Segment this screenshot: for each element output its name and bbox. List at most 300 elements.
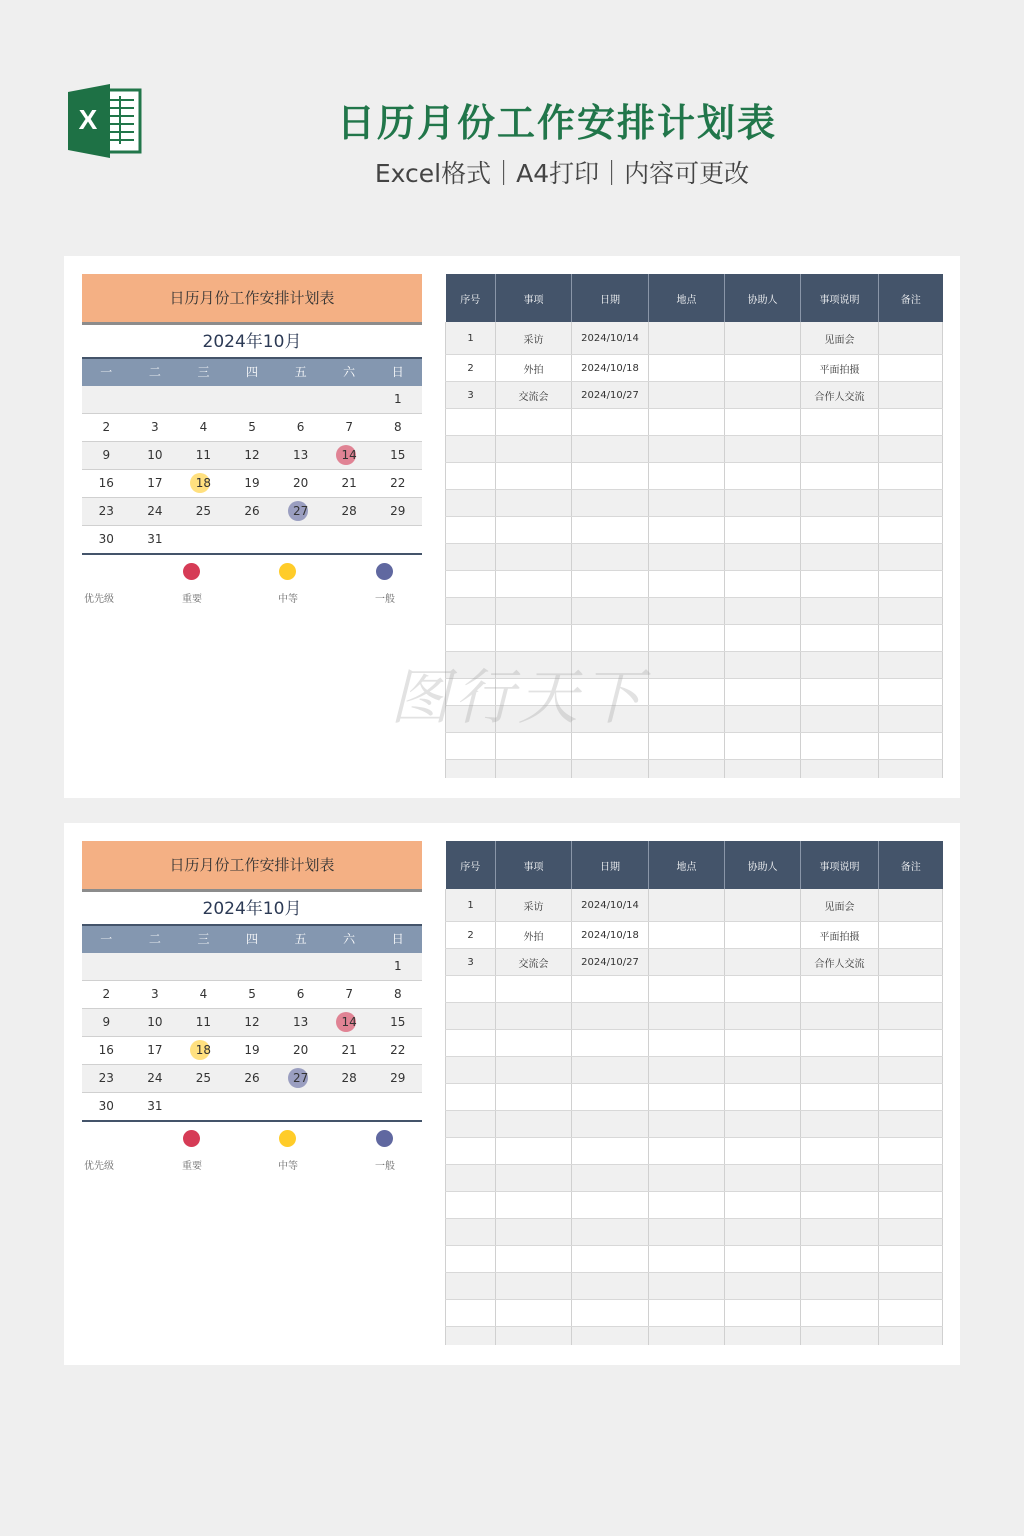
table-cell[interactable]: 2024/10/27	[572, 382, 649, 409]
table-cell[interactable]	[572, 1273, 649, 1300]
table-cell[interactable]	[801, 490, 879, 517]
table-cell[interactable]	[446, 760, 496, 779]
table-cell[interactable]	[879, 322, 943, 355]
table-cell[interactable]	[496, 733, 572, 760]
table-cell[interactable]	[649, 1057, 725, 1084]
calendar-day-cell[interactable]	[373, 498, 422, 525]
table-cell[interactable]	[801, 1030, 879, 1057]
table-cell[interactable]	[649, 409, 725, 436]
table-cell[interactable]	[446, 1273, 496, 1300]
table-cell[interactable]	[879, 1003, 943, 1030]
table-cell[interactable]	[801, 409, 879, 436]
calendar-day-cell[interactable]	[325, 414, 374, 441]
table-cell[interactable]	[879, 517, 943, 544]
calendar-day-cell[interactable]	[131, 442, 180, 469]
table-cell[interactable]	[446, 544, 496, 571]
table-cell[interactable]	[572, 598, 649, 625]
table-cell[interactable]	[446, 1165, 496, 1192]
table-cell[interactable]: 外拍	[496, 355, 572, 382]
table-cell[interactable]	[879, 1327, 943, 1346]
table-cell[interactable]	[879, 1219, 943, 1246]
table-cell[interactable]	[496, 1138, 572, 1165]
table-cell[interactable]	[879, 625, 943, 652]
table-cell[interactable]	[649, 1165, 725, 1192]
table-cell[interactable]	[801, 1273, 879, 1300]
table-cell[interactable]	[572, 517, 649, 544]
table-cell[interactable]	[496, 625, 572, 652]
table-cell[interactable]: 合作人交流	[801, 382, 879, 409]
table-cell[interactable]	[572, 976, 649, 1003]
calendar-day-cell[interactable]	[82, 470, 131, 497]
table-cell[interactable]	[649, 355, 725, 382]
calendar-day-cell[interactable]	[131, 526, 180, 553]
table-cell[interactable]	[879, 1111, 943, 1138]
table-cell[interactable]	[446, 598, 496, 625]
table-cell[interactable]: 外拍	[496, 922, 572, 949]
table-cell[interactable]: 2024/10/18	[572, 355, 649, 382]
table-cell[interactable]	[879, 652, 943, 679]
table-cell[interactable]	[649, 1003, 725, 1030]
table-cell[interactable]: 3	[446, 382, 496, 409]
table-cell[interactable]	[649, 976, 725, 1003]
table-cell[interactable]	[572, 1246, 649, 1273]
column-header-6: 事项说明	[801, 841, 879, 889]
table-cell[interactable]	[446, 976, 496, 1003]
table-cell[interactable]: 2024/10/14	[572, 889, 649, 922]
table-cell[interactable]	[879, 463, 943, 490]
calendar-day-cell[interactable]	[82, 414, 131, 441]
table-cell[interactable]	[572, 571, 649, 598]
table-cell[interactable]	[446, 490, 496, 517]
calendar-day-cell[interactable]	[228, 981, 277, 1008]
table-row	[446, 922, 943, 949]
table-cell[interactable]: 2	[446, 922, 496, 949]
calendar-day-cell[interactable]	[131, 498, 180, 525]
table-cell[interactable]	[725, 436, 801, 463]
table-cell[interactable]	[649, 1084, 725, 1111]
weekday-header	[82, 359, 422, 386]
calendar-day-cell[interactable]	[131, 1093, 180, 1120]
table-cell[interactable]	[725, 1327, 801, 1346]
table-cell[interactable]	[649, 1273, 725, 1300]
table-cell[interactable]	[496, 463, 572, 490]
table-cell[interactable]	[496, 1030, 572, 1057]
calendar-day-cell[interactable]	[179, 470, 228, 497]
table-cell[interactable]	[725, 679, 801, 706]
table-cell[interactable]	[496, 1246, 572, 1273]
day-number: 19	[244, 1043, 260, 1057]
table-cell[interactable]	[801, 436, 879, 463]
table-cell[interactable]	[879, 733, 943, 760]
table-cell[interactable]	[725, 1300, 801, 1327]
calendar-day-cell[interactable]	[179, 1037, 228, 1064]
table-cell[interactable]	[801, 976, 879, 1003]
table-cell[interactable]	[572, 1165, 649, 1192]
table-cell[interactable]	[879, 679, 943, 706]
table-cell[interactable]	[879, 1084, 943, 1111]
table-cell[interactable]	[496, 517, 572, 544]
table-cell[interactable]	[446, 1030, 496, 1057]
table-cell[interactable]	[725, 490, 801, 517]
table-cell[interactable]	[801, 679, 879, 706]
table-cell[interactable]	[496, 571, 572, 598]
table-cell[interactable]: 见面会	[801, 889, 879, 922]
table-cell[interactable]	[801, 652, 879, 679]
table-cell[interactable]	[496, 1165, 572, 1192]
table-cell[interactable]	[879, 1138, 943, 1165]
table-cell[interactable]	[649, 1138, 725, 1165]
table-cell[interactable]	[446, 1246, 496, 1273]
table-cell[interactable]	[879, 922, 943, 949]
calendar-day-cell[interactable]	[325, 442, 374, 469]
calendar-day-cell[interactable]	[373, 981, 422, 1008]
calendar-day-cell[interactable]	[179, 981, 228, 1008]
calendar-day-cell[interactable]	[179, 414, 228, 441]
calendar-day-cell[interactable]	[276, 414, 325, 441]
table-cell[interactable]: 交流会	[496, 382, 572, 409]
table-cell[interactable]	[446, 1084, 496, 1111]
calendar-day-cell[interactable]	[131, 981, 180, 1008]
table-cell[interactable]	[725, 517, 801, 544]
calendar-day-cell[interactable]	[228, 1037, 277, 1064]
table-cell[interactable]	[801, 598, 879, 625]
table-cell[interactable]	[801, 706, 879, 733]
table-cell[interactable]	[496, 409, 572, 436]
table-cell[interactable]	[879, 1273, 943, 1300]
table-cell[interactable]	[879, 409, 943, 436]
calendar-day-cell[interactable]	[276, 1009, 325, 1036]
calendar-day-cell[interactable]	[228, 1009, 277, 1036]
table-cell[interactable]	[446, 1300, 496, 1327]
table-cell[interactable]	[496, 1084, 572, 1111]
table-cell[interactable]	[801, 571, 879, 598]
calendar-day-cell[interactable]	[82, 1009, 131, 1036]
calendar-day-cell[interactable]	[228, 470, 277, 497]
table-cell[interactable]	[446, 517, 496, 544]
table-cell[interactable]	[572, 733, 649, 760]
table-cell[interactable]	[496, 1327, 572, 1346]
table-cell[interactable]: 3	[446, 949, 496, 976]
table-cell[interactable]	[725, 409, 801, 436]
table-cell[interactable]	[649, 571, 725, 598]
table-cell[interactable]	[446, 1111, 496, 1138]
table-cell[interactable]	[649, 382, 725, 409]
table-cell[interactable]	[879, 1192, 943, 1219]
day-number: 21	[341, 476, 357, 490]
table-cell[interactable]	[879, 571, 943, 598]
table-cell[interactable]	[801, 1003, 879, 1030]
table-cell[interactable]	[496, 760, 572, 779]
table-cell[interactable]	[446, 1003, 496, 1030]
table-cell[interactable]: 2024/10/18	[572, 922, 649, 949]
table-cell[interactable]	[446, 436, 496, 463]
table-cell[interactable]	[879, 976, 943, 1003]
calendar-day-cell[interactable]	[373, 1009, 422, 1036]
table-cell[interactable]	[649, 1030, 725, 1057]
table-cell[interactable]	[725, 598, 801, 625]
table-cell[interactable]	[725, 1030, 801, 1057]
calendar-day-cell[interactable]	[373, 1065, 422, 1092]
table-cell[interactable]	[649, 322, 725, 355]
table-cell[interactable]: 采访	[496, 889, 572, 922]
table-cell[interactable]	[879, 382, 943, 409]
table-cell[interactable]: 2	[446, 355, 496, 382]
table-cell[interactable]	[446, 625, 496, 652]
calendar-day-cell[interactable]	[325, 1065, 374, 1092]
table-cell[interactable]	[725, 733, 801, 760]
table-cell[interactable]	[725, 1138, 801, 1165]
table-cell[interactable]	[572, 1138, 649, 1165]
table-cell[interactable]	[446, 1192, 496, 1219]
table-cell[interactable]	[446, 1327, 496, 1346]
table-cell[interactable]	[801, 625, 879, 652]
calendar-day-cell[interactable]	[373, 470, 422, 497]
table-cell[interactable]	[801, 733, 879, 760]
table-cell[interactable]	[801, 517, 879, 544]
calendar-day-cell[interactable]	[276, 498, 325, 525]
table-cell[interactable]	[725, 544, 801, 571]
calendar-day-cell[interactable]	[179, 498, 228, 525]
table-cell[interactable]	[879, 436, 943, 463]
table-cell[interactable]: 2024/10/14	[572, 322, 649, 355]
day-number: 27	[292, 504, 309, 518]
table-cell[interactable]	[801, 463, 879, 490]
table-cell[interactable]	[446, 571, 496, 598]
table-cell[interactable]	[879, 1030, 943, 1057]
table-cell[interactable]	[725, 652, 801, 679]
table-cell[interactable]	[649, 598, 725, 625]
table-cell[interactable]	[572, 760, 649, 779]
table-cell[interactable]	[801, 1138, 879, 1165]
table-cell[interactable]	[572, 1300, 649, 1327]
table-cell[interactable]: 2024/10/27	[572, 949, 649, 976]
calendar-day-cell[interactable]	[131, 1037, 180, 1064]
table-cell[interactable]	[649, 949, 725, 976]
calendar-day-cell[interactable]	[276, 442, 325, 469]
table-cell[interactable]	[649, 517, 725, 544]
table-cell[interactable]: 1	[446, 889, 496, 922]
table-cell[interactable]	[725, 889, 801, 922]
table-cell[interactable]	[725, 1057, 801, 1084]
table-cell[interactable]	[801, 544, 879, 571]
table-cell[interactable]	[725, 1273, 801, 1300]
table-cell[interactable]	[446, 463, 496, 490]
calendar-day-cell[interactable]	[325, 498, 374, 525]
calendar-day-cell[interactable]	[228, 498, 277, 525]
table-cell[interactable]	[572, 1327, 649, 1346]
table-cell[interactable]	[879, 1300, 943, 1327]
calendar-day-cell[interactable]	[325, 1009, 374, 1036]
table-cell[interactable]	[446, 1057, 496, 1084]
table-cell[interactable]	[649, 1111, 725, 1138]
calendar-day-cell[interactable]	[373, 386, 422, 413]
table-cell[interactable]	[879, 355, 943, 382]
table-cell[interactable]	[725, 706, 801, 733]
table-cell[interactable]	[725, 976, 801, 1003]
calendar-day-cell[interactable]	[325, 470, 374, 497]
calendar-day-cell[interactable]	[82, 1065, 131, 1092]
calendar-day-cell[interactable]	[373, 953, 422, 980]
table-cell[interactable]	[649, 1327, 725, 1346]
table-cell[interactable]	[879, 760, 943, 779]
table-cell[interactable]	[649, 652, 725, 679]
table-cell[interactable]	[649, 760, 725, 779]
table-cell[interactable]	[725, 322, 801, 355]
table-cell[interactable]	[572, 1084, 649, 1111]
table-cell[interactable]	[725, 949, 801, 976]
calendar-day-cell[interactable]	[228, 1065, 277, 1092]
table-cell[interactable]	[649, 436, 725, 463]
calendar-day-cell[interactable]	[82, 442, 131, 469]
table-cell[interactable]	[879, 1165, 943, 1192]
table-cell[interactable]	[649, 1219, 725, 1246]
table-cell[interactable]	[649, 1192, 725, 1219]
calendar-day-cell[interactable]	[179, 1009, 228, 1036]
table-cell[interactable]	[496, 1219, 572, 1246]
table-cell[interactable]	[572, 1057, 649, 1084]
table-cell[interactable]: 采访	[496, 322, 572, 355]
calendar-day-cell[interactable]	[82, 1037, 131, 1064]
table-cell[interactable]	[496, 1192, 572, 1219]
table-cell[interactable]	[649, 679, 725, 706]
calendar-day-cell[interactable]	[82, 981, 131, 1008]
table-cell[interactable]	[496, 976, 572, 1003]
table-cell[interactable]	[725, 1246, 801, 1273]
table-cell[interactable]	[496, 1057, 572, 1084]
table-cell[interactable]: 合作人交流	[801, 949, 879, 976]
calendar-day-cell[interactable]	[276, 981, 325, 1008]
table-cell[interactable]	[725, 571, 801, 598]
table-cell[interactable]: 见面会	[801, 322, 879, 355]
table-cell[interactable]	[572, 1219, 649, 1246]
calendar-day-cell[interactable]	[82, 1093, 131, 1120]
table-cell[interactable]	[496, 544, 572, 571]
table-cell[interactable]	[572, 1003, 649, 1030]
table-cell[interactable]	[801, 760, 879, 779]
table-cell[interactable]: 1	[446, 322, 496, 355]
table-cell[interactable]	[801, 1327, 879, 1346]
table-cell[interactable]	[725, 1165, 801, 1192]
table-cell[interactable]	[649, 544, 725, 571]
table-cell[interactable]	[725, 922, 801, 949]
table-cell[interactable]	[446, 1138, 496, 1165]
table-cell[interactable]	[572, 436, 649, 463]
calendar-day-cell[interactable]	[131, 1065, 180, 1092]
calendar-day-cell[interactable]	[179, 1065, 228, 1092]
table-cell[interactable]	[725, 1084, 801, 1111]
table-cell[interactable]	[801, 1165, 879, 1192]
table-cell[interactable]	[879, 598, 943, 625]
table-cell[interactable]	[801, 1192, 879, 1219]
table-cell[interactable]	[496, 1003, 572, 1030]
table-cell[interactable]	[649, 922, 725, 949]
table-cell[interactable]	[649, 463, 725, 490]
calendar-day-cell[interactable]	[325, 1037, 374, 1064]
day-number: 26	[244, 1071, 260, 1085]
table-cell[interactable]	[649, 625, 725, 652]
calendar-day-cell[interactable]	[82, 498, 131, 525]
table-cell[interactable]	[496, 598, 572, 625]
table-cell[interactable]	[572, 490, 649, 517]
table-cell[interactable]	[879, 490, 943, 517]
table-cell[interactable]	[801, 1219, 879, 1246]
table-cell[interactable]	[725, 1192, 801, 1219]
table-cell[interactable]	[801, 1057, 879, 1084]
table-cell[interactable]	[649, 733, 725, 760]
calendar-day-cell[interactable]	[325, 981, 374, 1008]
table-cell[interactable]	[572, 1192, 649, 1219]
table-cell[interactable]: 平面拍摄	[801, 355, 879, 382]
calendar-day-cell[interactable]	[373, 442, 422, 469]
table-cell[interactable]	[649, 1300, 725, 1327]
table-cell[interactable]	[446, 409, 496, 436]
calendar-day-cell[interactable]	[179, 442, 228, 469]
table-cell[interactable]	[725, 760, 801, 779]
table-cell[interactable]	[879, 1057, 943, 1084]
table-cell[interactable]	[879, 1246, 943, 1273]
table-cell[interactable]	[801, 1300, 879, 1327]
table-cell[interactable]	[446, 1219, 496, 1246]
table-cell[interactable]	[725, 625, 801, 652]
table-cell[interactable]	[572, 1030, 649, 1057]
calendar-day-cell[interactable]	[276, 1037, 325, 1064]
calendar-day-cell[interactable]	[373, 414, 422, 441]
table-cell[interactable]	[446, 733, 496, 760]
table-cell[interactable]	[801, 1246, 879, 1273]
calendar-day-cell[interactable]	[228, 442, 277, 469]
table-cell[interactable]	[879, 949, 943, 976]
calendar-day-cell[interactable]	[276, 1065, 325, 1092]
table-cell[interactable]	[879, 706, 943, 733]
table-cell[interactable]	[572, 409, 649, 436]
table-cell[interactable]	[496, 490, 572, 517]
table-cell[interactable]	[649, 706, 725, 733]
table-cell[interactable]	[801, 1111, 879, 1138]
table-cell[interactable]	[879, 544, 943, 571]
table-cell[interactable]	[879, 889, 943, 922]
table-row	[446, 1327, 943, 1346]
table-cell[interactable]: 交流会	[496, 949, 572, 976]
calendar-day-cell[interactable]	[373, 1037, 422, 1064]
table-cell[interactable]	[572, 544, 649, 571]
calendar-day-cell[interactable]	[131, 1009, 180, 1036]
table-cell[interactable]	[496, 436, 572, 463]
table-cell[interactable]	[649, 889, 725, 922]
table-cell[interactable]	[725, 463, 801, 490]
table-cell[interactable]	[725, 355, 801, 382]
task-table	[445, 841, 943, 1345]
table-cell[interactable]	[801, 1084, 879, 1111]
table-cell[interactable]	[649, 1246, 725, 1273]
calendar-day-cell[interactable]	[131, 414, 180, 441]
table-cell[interactable]	[725, 1111, 801, 1138]
table-cell[interactable]	[496, 1300, 572, 1327]
table-cell[interactable]	[496, 1273, 572, 1300]
calendar-day-cell[interactable]	[131, 470, 180, 497]
table-cell[interactable]	[572, 625, 649, 652]
table-cell[interactable]	[725, 382, 801, 409]
table-cell[interactable]	[725, 1219, 801, 1246]
calendar-day-cell[interactable]	[276, 470, 325, 497]
table-cell[interactable]	[572, 1111, 649, 1138]
table-cell[interactable]	[649, 490, 725, 517]
table-cell[interactable]: 平面拍摄	[801, 922, 879, 949]
calendar-day-cell[interactable]	[228, 414, 277, 441]
table-cell[interactable]	[496, 1111, 572, 1138]
table-cell[interactable]	[725, 1003, 801, 1030]
table-cell[interactable]	[572, 463, 649, 490]
calendar-day-cell[interactable]	[82, 526, 131, 553]
